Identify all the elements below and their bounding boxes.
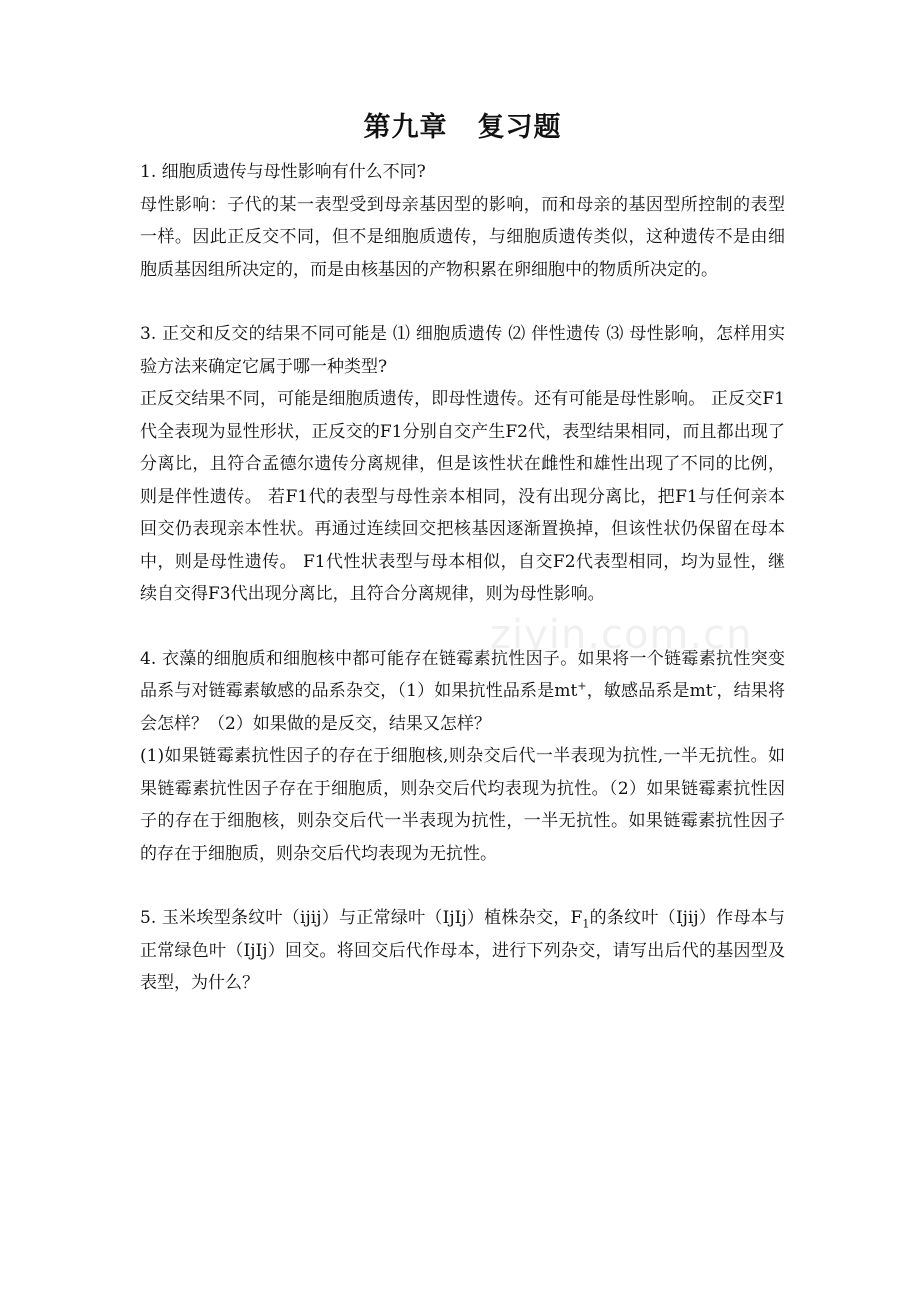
question-3: 3. 正交和反交的结果不同可能是 ⑴ 细胞质遗传 ⑵ 伴性遗传 ⑶ 母性影响，怎样用实验方法来确定它属于哪一种类型? — [140, 324, 785, 377]
question-5-part-a: 5. 玉米埃型条纹叶（ijij）与正常绿叶（IjIj）植株杂交，F — [140, 908, 583, 928]
title-review: 复习题 — [477, 112, 562, 143]
question-1: 1. 细胞质遗传与母性影响有什么不同? — [140, 162, 426, 182]
page-title — [140, 110, 785, 146]
document-page — [140, 110, 785, 1000]
question-5-part-b: 的条纹叶（Ijij）作母本与正常绿色叶（IjIj）回交。将回交后代作母本，进行下列杂交，请写出后代的基因型及表型，为什么？ — [140, 908, 785, 993]
question-5 — [140, 902, 785, 1000]
answer-1: 母性影响：子代的某一表型受到母亲基因型的影响，而和母亲的基因型所控制的表型一样。因此正反交不同，但不是细胞质遗传，与细胞质遗传类似，这种遗传不是由细胞质基因组所决定的，而是由核基因的产物积累在卵细胞中的物质所决定的。 — [140, 194, 785, 280]
answer-3: 正反交结果不同，可能是细胞质遗传，即母性遗传。还有可能是母性影响。 正反交F1代全表现为显性形状，正反交的F1分别自交产生F2代，表型结果相同，而且都出现了分离比，且符合孟德尔遗传分离规律，但是该性状在雌性和雄性出现了不同的比例，则是伴性遗传。 若F1代的表型与母性亲本相同，没有出现分离比，把F1与任何亲本回交仍表现亲本性状。再通过连续回交把核基因逐渐置换掉，但该性状仍保留在母本中，则是母性遗传。 F1代性状表型与母本相似，自交F2代表型相同，均为显性，继续自交得F3代出现分离比，且符合分离规律，则为母性影响。 — [140, 389, 785, 604]
watermark: ziyin.com.cn — [490, 612, 753, 658]
question-4-part-a: 4. 衣藻的细胞质和细胞核中都可能存在链霉素抗性因子。如果将一个链霉素抗性突变品系与对链霉素敏感的品系杂交，（1）如果抗性品系是mt — [140, 648, 785, 701]
question-4 — [140, 643, 785, 741]
mt-minus-sup: - — [712, 679, 717, 693]
question-4-part-b: ，敏感品系是mt — [586, 681, 713, 701]
title-chapter: 第九章 — [363, 112, 448, 143]
f1-subscript: 1 — [582, 917, 590, 931]
answer-4: (1)如果链霉素抗性因子的存在于细胞核,则杂交后代一半表现为抗性,一半无抗性。如果链霉素抗性因子存在于细胞质，则杂交后代均表现为抗性。（2）如果链霉素抗性因子的存在于细胞核，则杂交后代一半表现为抗性，一半无抗性。如果链霉素抗性因子的存在于细胞质，则杂交后代均表现为无抗性。 — [140, 746, 785, 864]
question-4-part-c: ，结果将会怎样？（2）如果做的是反交，结果又怎样？ — [140, 681, 786, 734]
mt-plus-sup: + — [577, 679, 587, 693]
